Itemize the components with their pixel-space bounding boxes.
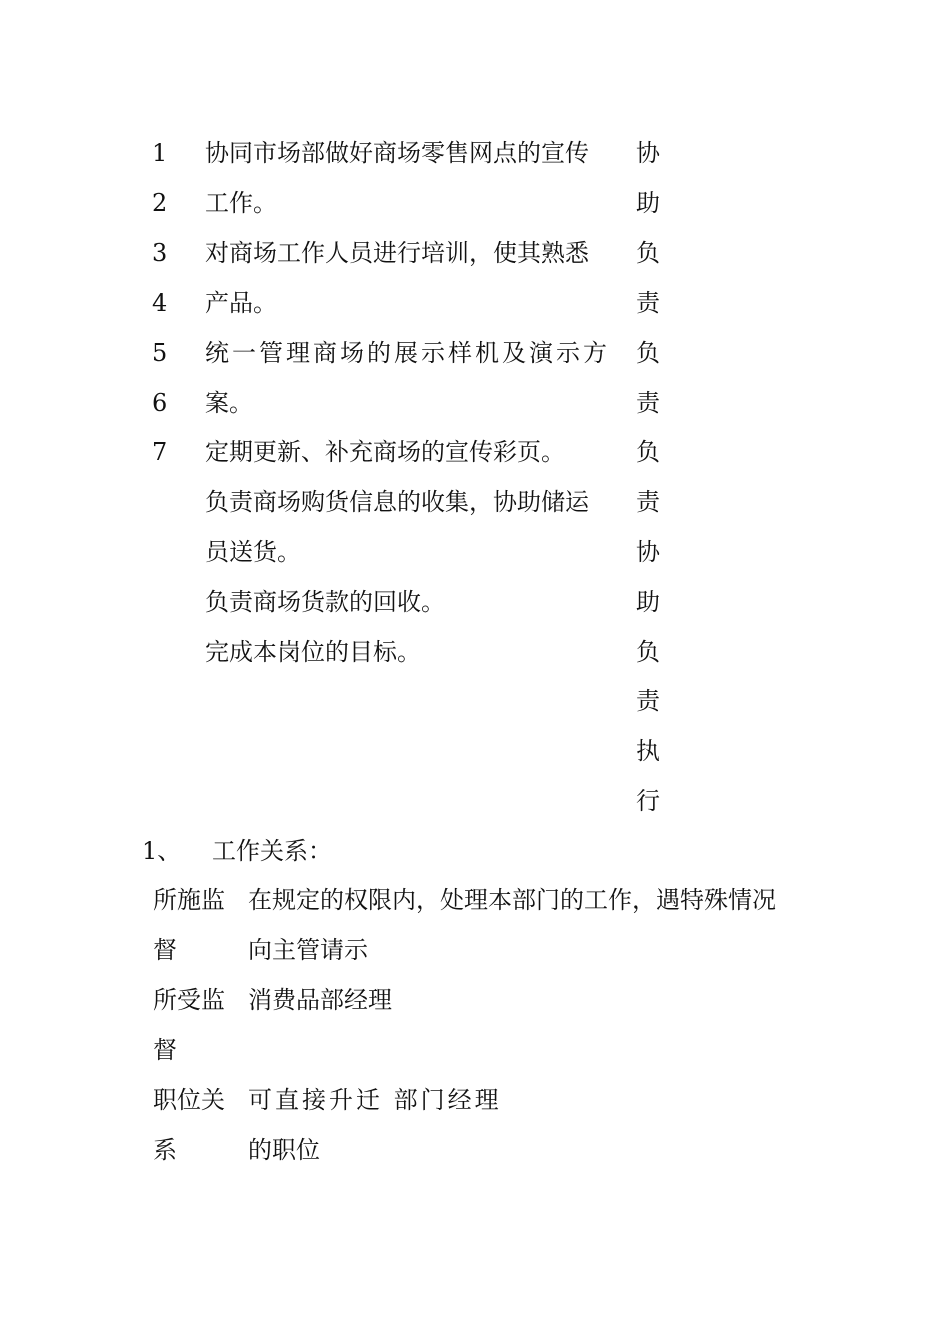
role-char: 责 — [636, 488, 660, 516]
role-char: 行 — [636, 787, 660, 815]
role-char: 负 — [636, 638, 660, 666]
relation-label: 系 — [153, 1136, 177, 1164]
relation-value: 消费品部经理 — [248, 986, 392, 1014]
relation-label: 所施监 — [153, 886, 225, 914]
relation-value: 在规定的权限内，处理本部门的工作，遇特殊情况 — [248, 886, 776, 914]
duty-text-line: 负责商场货款的回收。 — [205, 588, 445, 616]
relation-label: 督 — [153, 1036, 177, 1064]
duty-number: 3 — [152, 239, 168, 267]
role-char: 责 — [636, 389, 660, 417]
role-char: 负 — [636, 239, 660, 267]
duty-number: 6 — [152, 389, 168, 417]
duty-number: 4 — [152, 289, 168, 317]
duty-text-line: 统一管理商场的展示样机及演示方 — [205, 339, 610, 367]
duty-text-line: 完成本岗位的目标。 — [205, 638, 421, 666]
duty-text-line: 定期更新、补充商场的宣传彩页。 — [205, 438, 565, 466]
duty-text-line: 对商场工作人员进行培训，使其熟悉 — [205, 239, 589, 267]
duty-text-line: 员送货。 — [205, 538, 301, 566]
role-char: 责 — [636, 289, 660, 317]
relations-heading-number: 1、 — [142, 837, 182, 865]
relations-heading-text: 工作关系： — [212, 837, 332, 865]
duty-text-line: 工作。 — [205, 189, 277, 217]
relation-label: 督 — [153, 936, 177, 964]
duty-number: 1 — [152, 139, 168, 167]
duty-text-line: 协同市场部做好商场零售网点的宣传 — [205, 139, 589, 167]
role-char: 协 — [636, 139, 660, 167]
role-char: 责 — [636, 687, 660, 715]
relation-label: 职位关 — [153, 1086, 225, 1114]
role-char: 负 — [636, 339, 660, 367]
duty-number: 5 — [152, 339, 168, 367]
duty-text-line: 案。 — [205, 389, 253, 417]
role-char: 助 — [636, 588, 660, 616]
role-char: 协 — [636, 538, 660, 566]
relation-value: 可直接升迁 部门经理 — [248, 1086, 502, 1114]
role-char: 负 — [636, 438, 660, 466]
duty-number: 2 — [152, 189, 168, 217]
duty-number: 7 — [152, 438, 168, 466]
role-char: 助 — [636, 189, 660, 217]
relation-value: 的职位 — [248, 1136, 320, 1164]
relation-label: 所受监 — [153, 986, 225, 1014]
role-char: 执 — [636, 737, 660, 765]
duty-text-line: 负责商场购货信息的收集，协助储运 — [205, 488, 589, 516]
relation-value: 向主管请示 — [248, 936, 368, 964]
duty-text-line: 产品。 — [205, 289, 277, 317]
